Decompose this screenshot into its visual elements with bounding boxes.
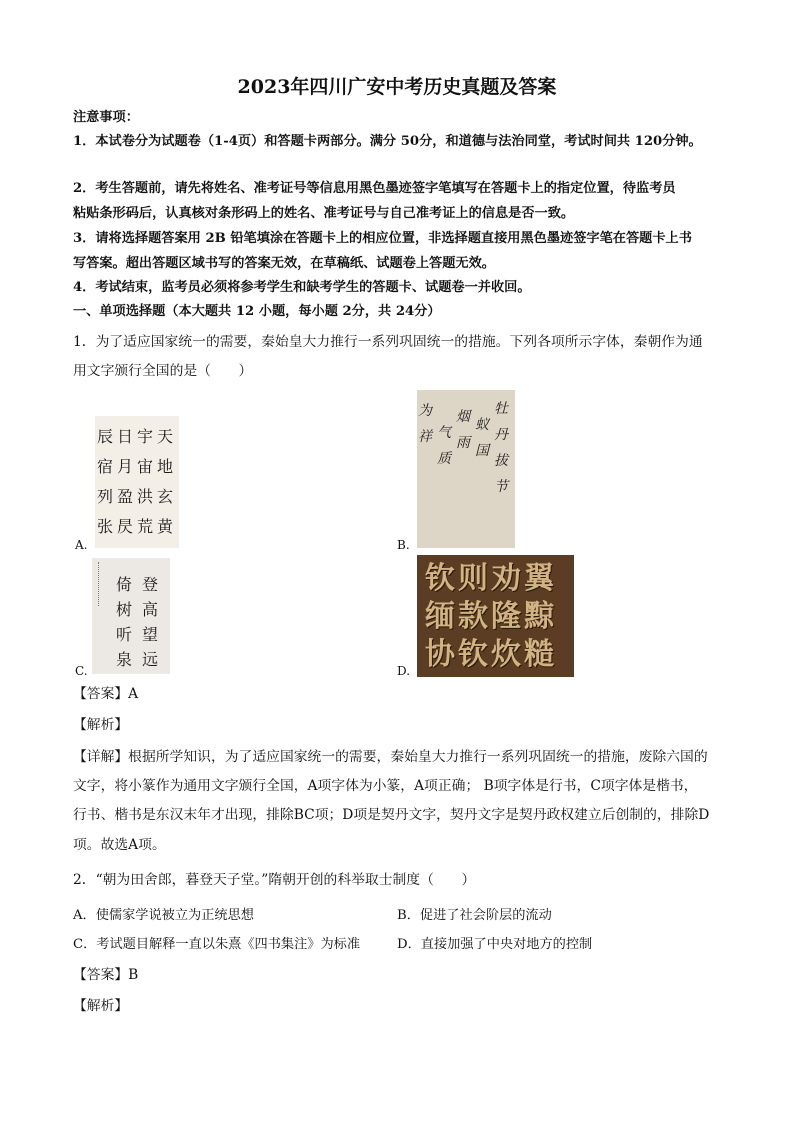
seal-script-text: 辰宿列张 bbox=[97, 427, 114, 536]
question-1-answer: 【答案】A bbox=[73, 686, 139, 702]
notice-item: 2．考生答题前，请先将姓名、准考证号等信息用黑色墨迹签字笔填写在答题卡上的指定位置，待监考员 bbox=[73, 181, 676, 196]
question-1-stem-cont: 用文字颁行全国的是（ ） bbox=[73, 363, 253, 379]
option-c-regular-script-image bbox=[92, 558, 170, 674]
running-script-text: 为祥 bbox=[418, 403, 432, 445]
question-2-option-d: D．直接加强了中央对地方的控制 bbox=[397, 937, 593, 952]
running-script-text: 气质 bbox=[437, 425, 451, 467]
question-2-analysis-heading: 【解析】 bbox=[73, 998, 129, 1014]
regular-script-text: 登高望远 bbox=[142, 575, 159, 669]
question-2-option-b: B．促进了社会阶层的流动 bbox=[397, 908, 552, 923]
question-2-stem: 2．“朝为田舍郎，暮登天子堂。”隋朝开创的科举取士制度（ ） bbox=[73, 872, 476, 888]
question-2-option-c: C．考试题目解释一直以朱熹《四书集注》为标准 bbox=[73, 937, 361, 952]
running-script-text: 牡丹拔节 bbox=[494, 401, 508, 495]
signature-mark bbox=[98, 562, 103, 606]
khitan-script-text: 钦则劝翼 bbox=[425, 561, 557, 596]
running-script-text: 蚁国 bbox=[475, 417, 489, 459]
question-1-detail: 文字，将小篆作为通用文字颁行全国，A项字体为小篆，A项正确； B项字体是行书，C项字体是楷书， bbox=[73, 778, 698, 794]
page-title: 2023年四川广安中考历史真题及答案 bbox=[237, 76, 557, 98]
seal-script-text: 天地玄黄 bbox=[157, 427, 174, 536]
seal-script-text: 宇宙洪荒 bbox=[137, 427, 154, 536]
section-heading: 一、单项选择题（本大题共 12 小题，每小题 2分，共 24分） bbox=[73, 304, 441, 319]
question-1-stem: 1．为了适应国家统一的需要，秦始皇大力推行一系列巩固统一的措施。下列各项所示字体，秦朝作为通 bbox=[73, 334, 703, 350]
option-c-label: C. bbox=[75, 664, 88, 678]
question-1-analysis-heading: 【解析】 bbox=[73, 717, 129, 733]
option-a-seal-script-image bbox=[95, 416, 179, 548]
question-2-answer: 【答案】B bbox=[73, 967, 139, 983]
question-1-detail: 行书、楷书是东汉末年才出现，排除BC项；D项是契丹文字，契丹文字是契丹政权建立后创制的，排除D bbox=[73, 807, 710, 823]
option-d-label: D. bbox=[397, 664, 411, 678]
notice-heading: 注意事项： bbox=[73, 110, 139, 125]
option-d-khitan-script-image bbox=[417, 555, 574, 677]
option-b-running-script-image bbox=[417, 390, 515, 548]
running-script-text: 烟雨 bbox=[456, 409, 470, 451]
seal-script-text: 日月盈昃 bbox=[117, 427, 134, 536]
notice-item: 3．请将选择题答案用 2B 铅笔填涂在答题卡上的相应位置，非选择题直接用黑色墨迹签字笔在答题卡上书 bbox=[73, 231, 692, 246]
khitan-script-text: 协钦炊糙 bbox=[425, 637, 557, 672]
regular-script-text: 倚树听泉 bbox=[116, 575, 133, 669]
notice-item: 1．本试卷分为试题卷（1-4页）和答题卡两部分。满分 50分，和道德与法治同堂，考试时间共 120分钟。 bbox=[73, 134, 702, 149]
option-a-label: A. bbox=[75, 538, 88, 552]
khitan-script-text: 缅款隆黥 bbox=[425, 599, 557, 634]
question-1-detail: 【详解】根据所学知识，为了适应国家统一的需要，秦始皇大力推行一系列巩固统一的措施，废除六国的 bbox=[73, 749, 708, 765]
notice-item: 4．考试结束，监考员必须将参考学生和缺考学生的答题卡、试题卷一并收回。 bbox=[73, 280, 531, 295]
option-b-label: B. bbox=[397, 538, 410, 552]
notice-item: 粘贴条形码后，认真核对条形码上的姓名、准考证号与自己准考证上的信息是否一致。 bbox=[73, 206, 575, 221]
question-2-option-a: A．使儒家学说被立为正统思想 bbox=[73, 908, 254, 923]
notice-item: 写答案。超出答题区域书写的答案无效，在草稿纸、试题卷上答题无效。 bbox=[73, 256, 495, 271]
question-1-detail: 项。故选A项。 bbox=[73, 837, 166, 853]
